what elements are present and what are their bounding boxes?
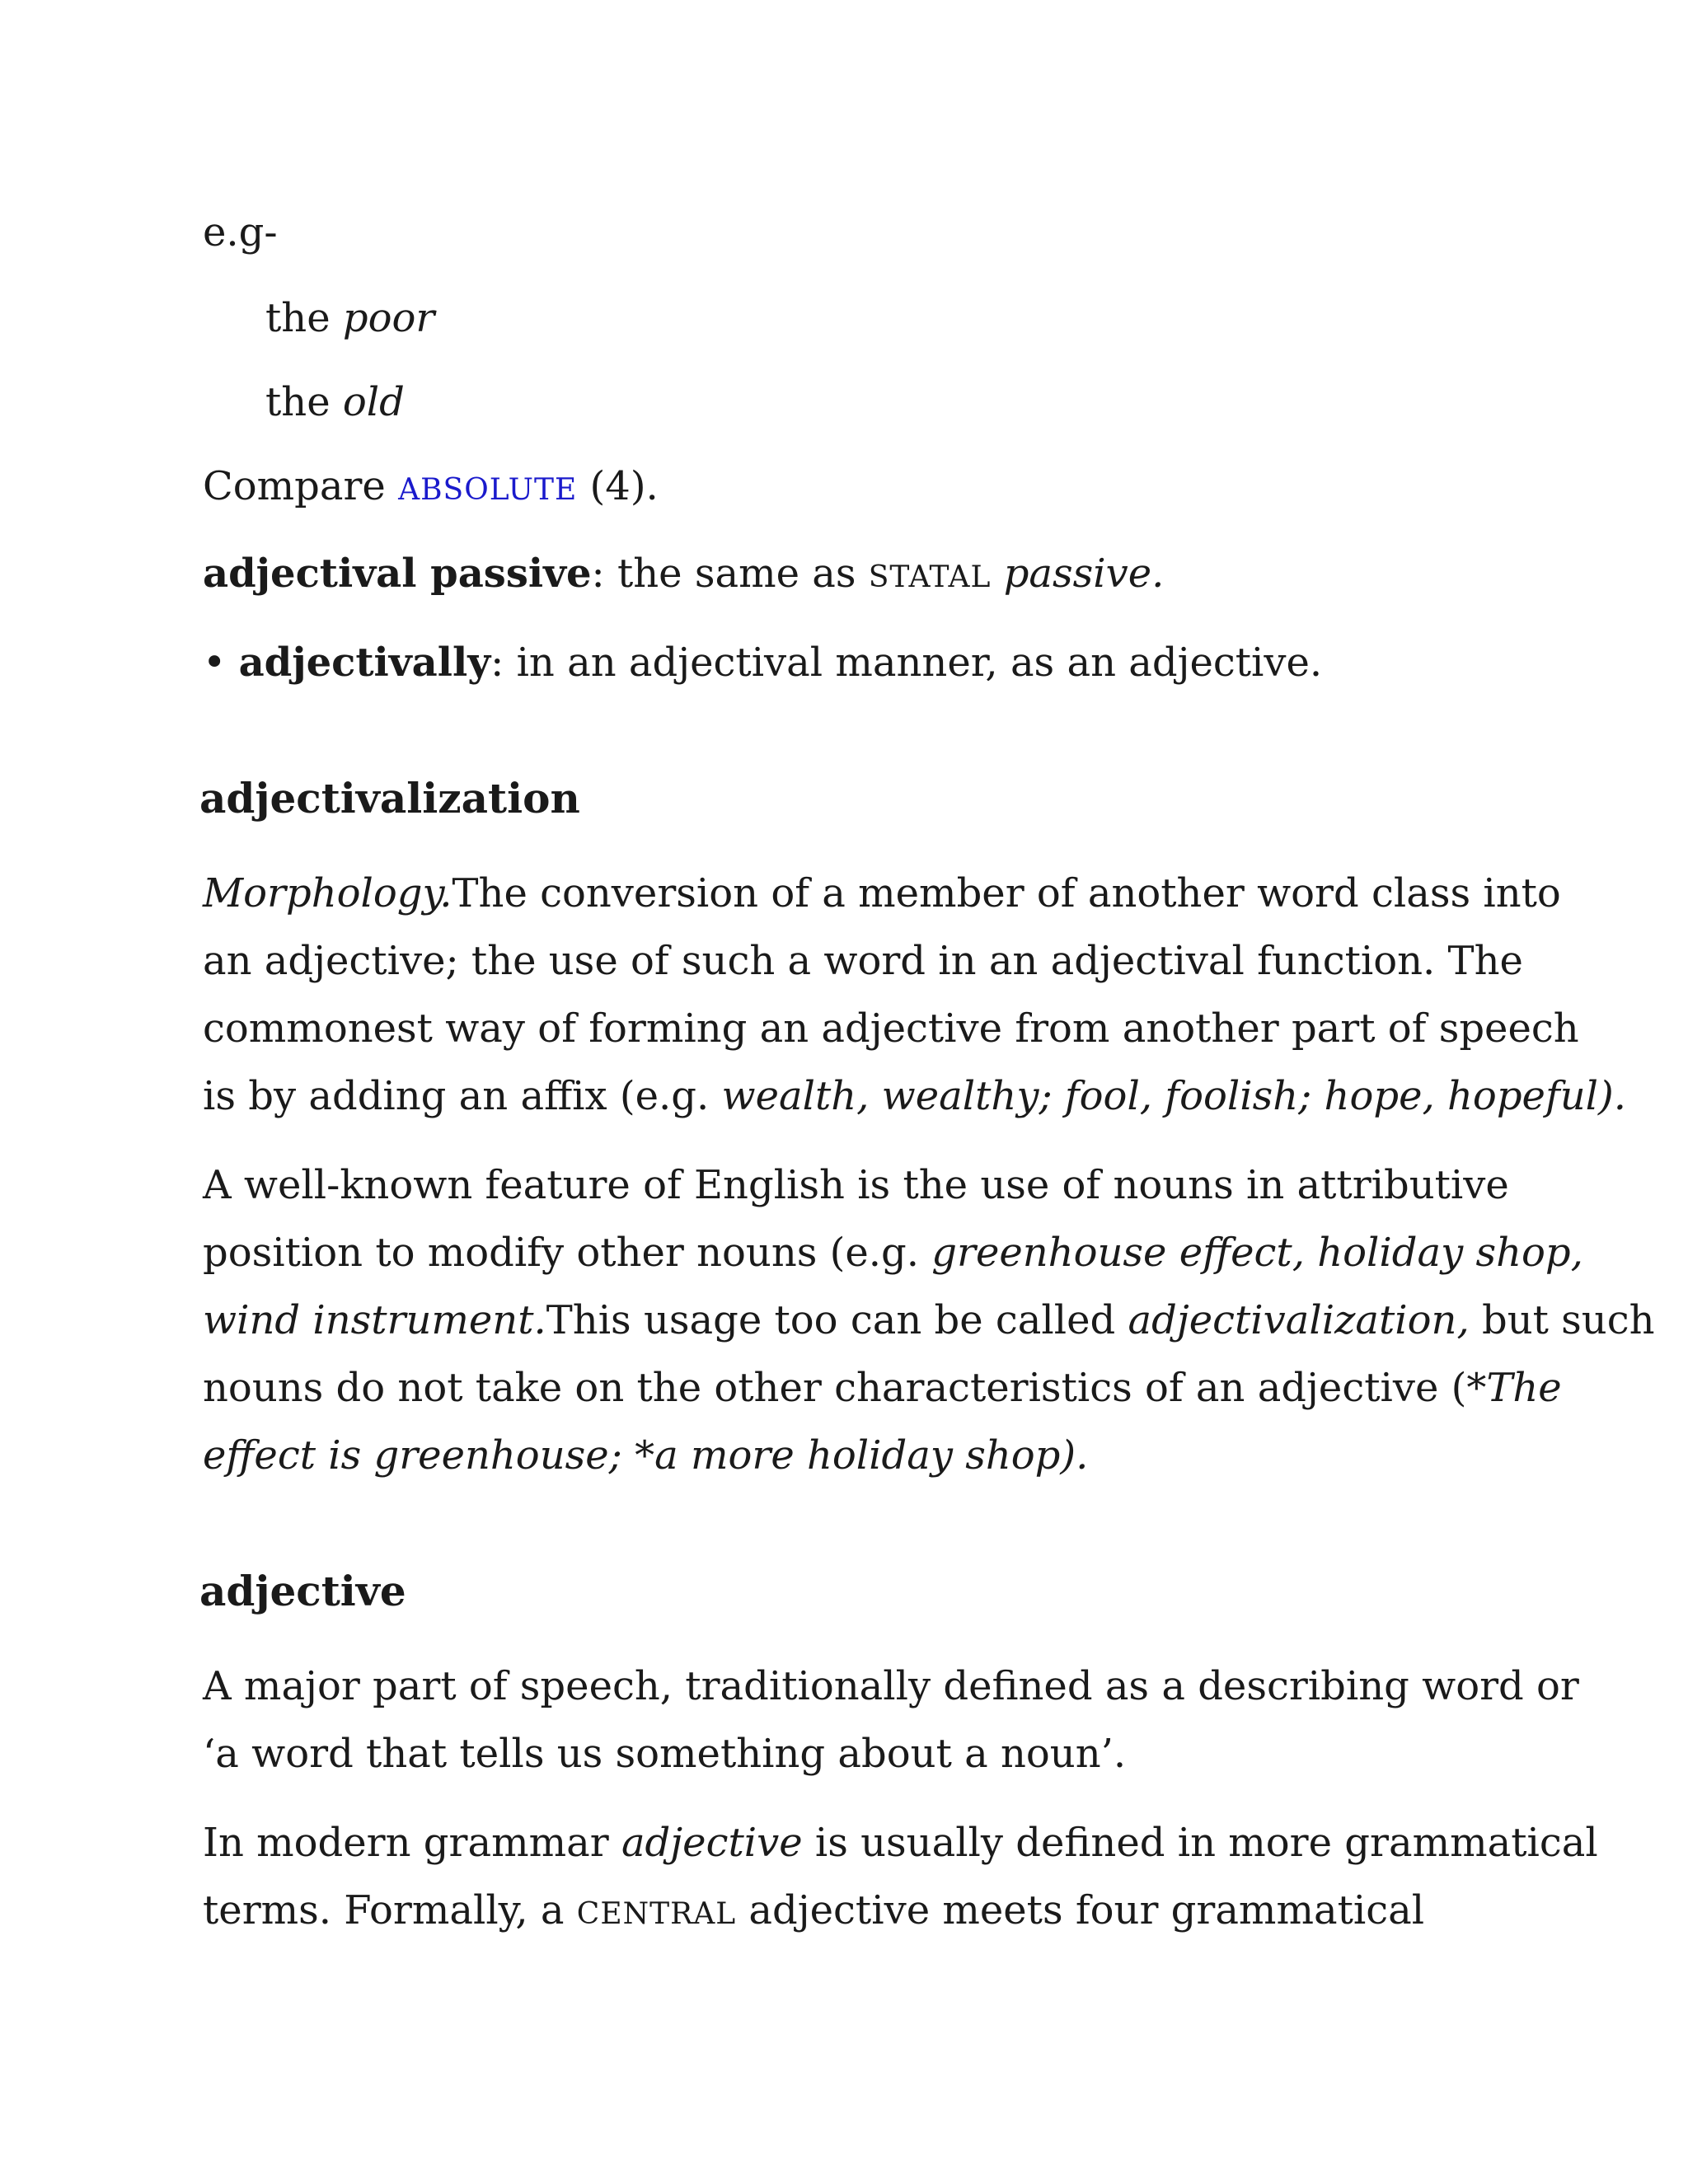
definition-line: wind instrument.This usage too can be called adjectivalization, but such (203, 1297, 1655, 1343)
definition-line: nouns do not take on the other characteristics of an adjective (*The (203, 1365, 1562, 1411)
definition-line: position to modify other nouns (e.g. greenhouse effect, holiday shop, (203, 1230, 1583, 1276)
sub-entry-adjectivally: • adjectivally: in an adjectival manner, as an adjective. (203, 640, 1323, 686)
definition-line: ‘a word that tells us something about a noun’. (203, 1731, 1127, 1777)
definition-line: Morphology.The conversion of a member of another word class into (203, 870, 1561, 916)
definition-line: In modern grammar adjective is usually defined in more grammatical (203, 1820, 1598, 1866)
definition-line: commonest way of forming an adjective from another part of speech (203, 1005, 1579, 1052)
compare-line: Compare ABSOLUTE (4). (203, 463, 659, 509)
definition-line: A well-known feature of English is the use of nouns in attributive (203, 1162, 1509, 1208)
headword: adjectivalization (199, 774, 580, 823)
example-line: the old (265, 379, 405, 425)
example-line: the poor (265, 295, 435, 341)
definition-line: is by adding an affix (e.g. wealth, wealthy; fool, foolish; hope, hopeful). (203, 1073, 1626, 1119)
example-intro: e.g- (203, 209, 278, 255)
headword: adjective (199, 1567, 406, 1615)
cross-reference-link[interactable]: ABSOLUTE (398, 473, 578, 507)
definition-line: A major part of speech, traditionally defined as a describing word or (203, 1663, 1579, 1709)
sub-entry-adjectival-passive: adjectival passive: the same as STATAL passive. (203, 551, 1165, 597)
definition-line: terms. Formally, a CENTRAL adjective meets four grammatical (203, 1887, 1425, 1933)
definition-line: effect is greenhouse; *a more holiday shop). (203, 1432, 1089, 1479)
definition-line: an adjective; the use of such a word in an adjectival function. The (203, 938, 1523, 984)
